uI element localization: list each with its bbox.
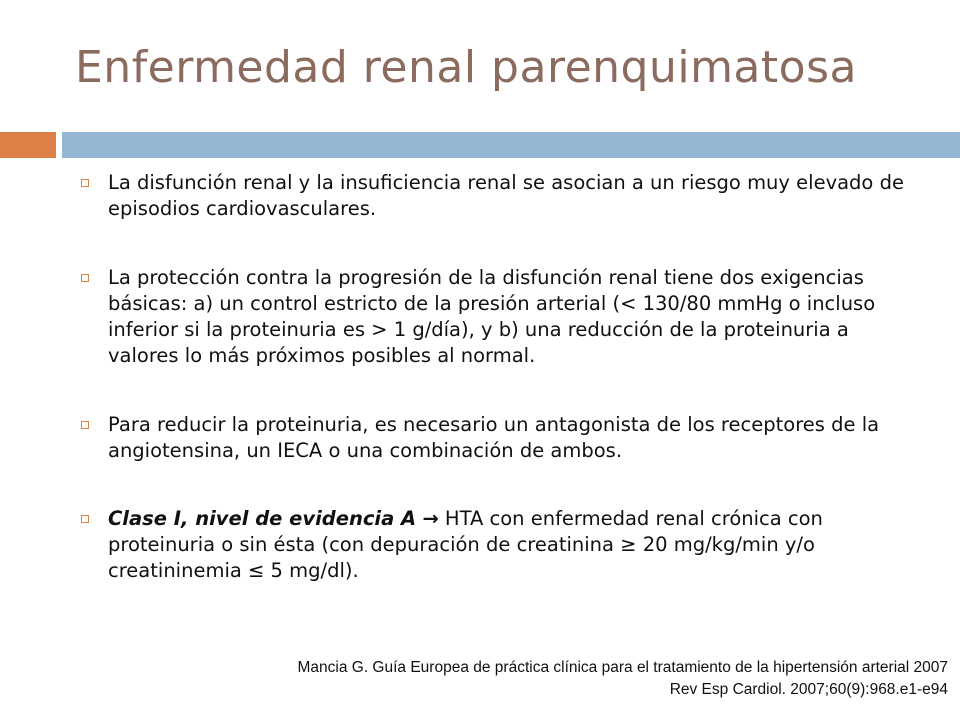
bullet-item [75,170,905,222]
square-bullet-icon [81,274,89,282]
right-arrow-icon: → [422,507,439,530]
square-bullet-icon [81,421,89,429]
bullet-text: HTA con enfermedad renal crónica con proteinuria o sin ésta (con depuración de creatinina ≥ 20 mg/kg/min y/o creatininemia ≤ 5 mg/dl). [108,507,823,582]
citation-line-1: Mancia G. Guía Europea de práctica clínica para el tratamiento de la hipertensión arterial 2007 [297,659,948,676]
title-rule-bar [62,132,960,158]
citation [297,657,948,701]
slide-title: Enfermedad renal parenquimatosa [75,42,857,93]
square-bullet-icon [81,179,89,187]
bullet-item [75,506,905,584]
accent-bar [0,132,56,158]
square-bullet-icon [81,515,89,523]
bullet-text: La disfunción renal y la insuficiencia renal se asocian a un riesgo muy elevado de episodios cardiovasculares. [108,171,904,220]
bullet-list [75,170,905,584]
bullet-item [75,265,905,369]
citation-line-2: Rev Esp Cardiol. 2007;60(9):968.e1-e94 [669,681,948,698]
evidence-class-label: Clase I, nivel de evidencia A [108,507,417,530]
bullet-text: La protección contra la progresión de la disfunción renal tiene dos exigencias básicas: a) un control estricto de la presión arterial (< 130/80 mmHg o incluso inferior si la proteinuria es > 1 g/día), y b) una reducción de la proteinuria a valores lo más próximos posibles al normal. [108,266,876,367]
bullet-item [75,412,905,464]
bullet-text: Para reducir la proteinuria, es necesario un antagonista de los receptores de la angiotensina, un IECA o una combinación de ambos. [108,413,880,462]
